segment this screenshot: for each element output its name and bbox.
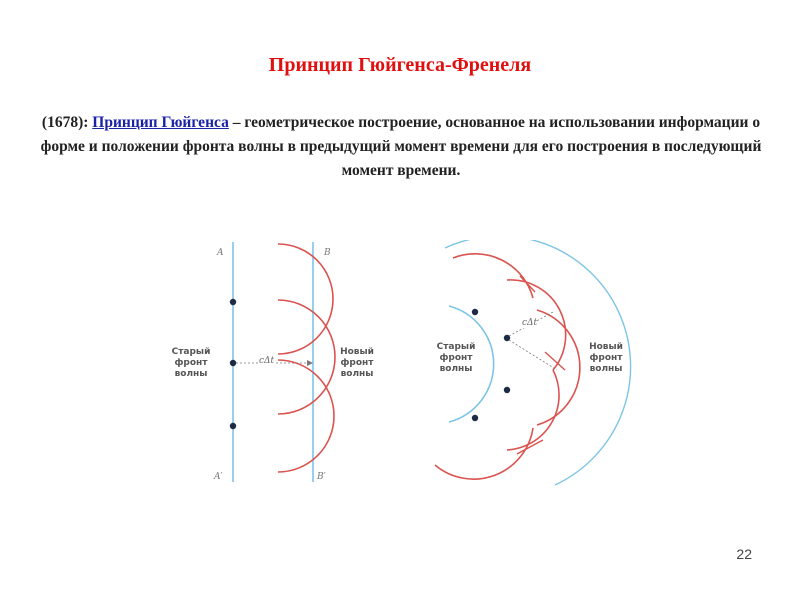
label-a: A	[217, 248, 224, 258]
slide-number: 22	[736, 546, 752, 562]
wave-point	[230, 423, 236, 429]
wave-point	[230, 360, 236, 366]
wavelet-arc	[278, 244, 333, 354]
wave-point	[504, 387, 510, 393]
cdt-arrow-line	[509, 340, 557, 370]
wavelet-arc	[278, 360, 334, 472]
wavelet-arc	[537, 310, 580, 425]
cdt-label: cΔt	[522, 318, 538, 328]
plane-wave-figure	[160, 232, 374, 492]
intro-year: (1678):	[41, 114, 89, 131]
wavelet-arc	[507, 370, 559, 450]
slide-title: Принцип Гюйгенса-Френеля	[268, 54, 532, 76]
cdt-label: cΔt	[259, 356, 275, 366]
label-b: B	[324, 248, 331, 258]
new-front-label: Новый фронт волны	[589, 342, 623, 374]
cdt-arrow-head	[307, 360, 313, 366]
label-b-prime: B′	[317, 472, 326, 482]
wave-point	[472, 415, 478, 421]
huygens-principle-link[interactable]: Принцип Гюйгенса	[92, 114, 229, 131]
old-front-label: Старый фронт волны	[436, 342, 476, 374]
spherical-wave-figure	[425, 240, 640, 490]
old-front-label: Старый фронт волны	[171, 347, 211, 379]
wave-point	[472, 309, 478, 315]
wave-point	[230, 299, 236, 305]
wavelet-arc	[453, 254, 533, 298]
intro-paragraph	[38, 111, 764, 183]
wavelet-arc	[278, 300, 335, 414]
label-a-prime: A′	[214, 472, 223, 482]
new-front-label: Новый фронт волны	[340, 347, 374, 379]
intro-text: – геометрическое построение, основанное на использовании информации о форме и положении фронта волны в предыдущий момент времени для его построения в последующий момент времени.	[40, 114, 762, 179]
